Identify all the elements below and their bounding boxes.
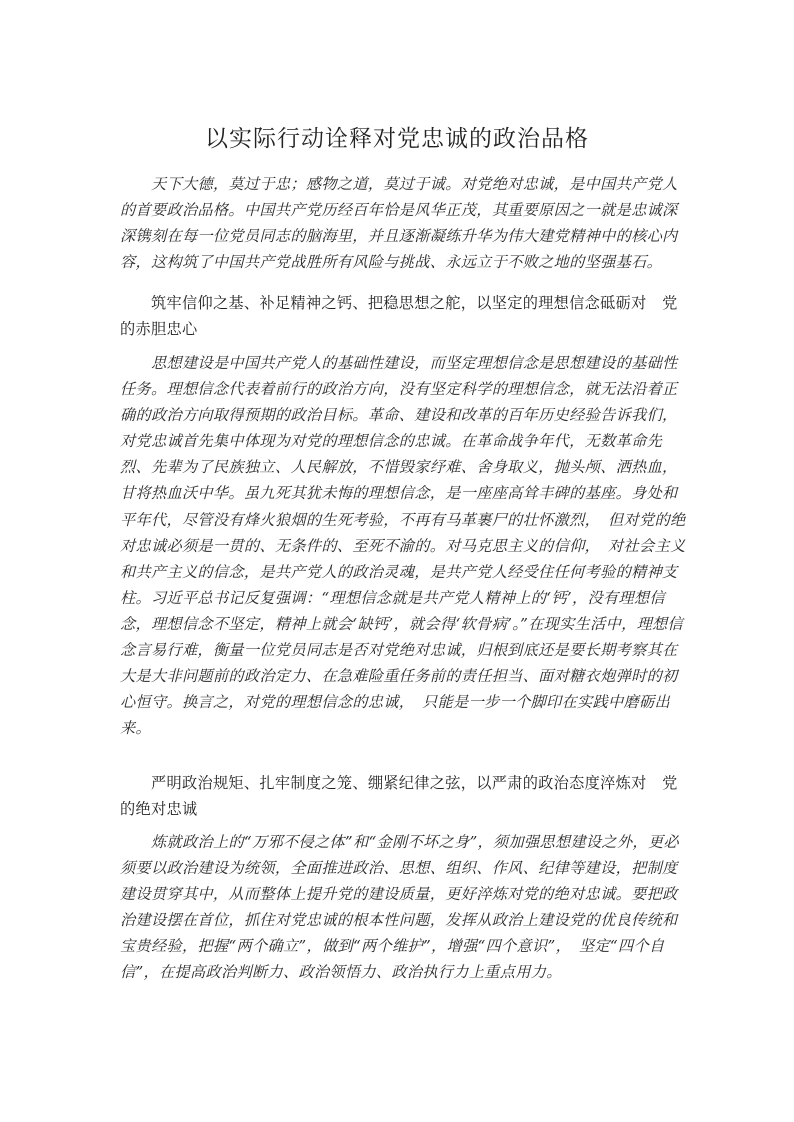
section-heading-ideals: 筑牢信仰之基、补足精神之钙、把稳思想之舵，以坚定的理想信念砥砺对 党的赤胆忠心 (120, 294, 678, 338)
document-title: 以实际行动诠释对党忠诚的政治品格 (205, 126, 589, 152)
section-paragraph-discipline: 炼就政治上的“万邪不侵之体”和“金刚不坏之身”，须加强思想建设之外，更必须要以政治建设为统领，全面推进政治、思想、组织、作风、纪律等建设，把制度建设贯穿其中，从而整体上提升党的建设质量，更好淬炼对党的绝对忠诚。要把政治建设摆在首位，抓住对党忠诚的根本性问题，发挥从政治上建设党的优良传统和宝贵经验，把握“两个确立”，做到“两个维护”，增强“四个意识”， 坚定“四个自信”，在提高政治判断力、政治领悟力、政治执行力上重点用力。 (120, 833, 679, 982)
section-paragraph-ideals: 思想建设是中国共产党人的基础性建设，而坚定理想信念是思想建设的基础性任务。理想信念代表着前行的政治方向，没有坚定科学的理想信念，就无法沿着正确的政治方向取得预期的政治目标。革命、建设和改革的百年历史经验告诉我们，对党忠诚首先集中体现为对党的理想信念的忠诚。在革命战争年代，无数革命先烈、先辈为了民族独立、人民解放，不惜毁家纾难、舍身取义，抛头颅、洒热血，甘将热血沃中华。虽九死其犹未悔的理想信念，是一座座高耸丰碑的基座。身处和平年代，尽管没有烽火狼烟的生死考验，不再有马革裹尸的壮怀激烈， 但对党的绝对忠诚必须是一贯的、无条件的、至死不渝的。对马克思主义的信仰， 对社会主义和共产主义的信念，是共产党人的政治灵魂，是共产党人经受住任何考验的精神支柱。习近平总书记反复强调：“理想信念就是共产党人精神上的‘钙’，没有理想信念，理想信念不坚定，精神上就会‘缺钙’，就会得‘软骨病’。”在现实生活中，理想信念言易行难，衡量一位党员同志是否对党绝对忠诚，归根到底还是要长期考察其在大是大非问题前的政治定力、在急难险重任务前的责任担当、面对糖衣炮弹时的初心恒守。换言之，对党的理想信念的忠诚， 只能是一步一个脚印在实践中磨砺出来。 (120, 354, 686, 738)
intro-paragraph: 天下大德，莫过于忠；感物之道，莫过于诚。对党绝对忠诚，是中国共产党人的首要政治品格。中国共产党历经百年恰是风华正茂，其重要原因之一就是忠诚深深镌刻在每一位党员同志的脑海里，并且逐渐凝练升华为伟大建党精神中的核心内容，这构筑了中国共产党战胜所有风险与挑战、永远立于不败之地的坚强基石。 (120, 175, 678, 272)
section-heading-discipline: 严明政治规矩、扎牢制度之笼、绷紧纪律之弦，以严肃的政治态度淬炼对 党的绝对忠诚 (120, 774, 678, 818)
